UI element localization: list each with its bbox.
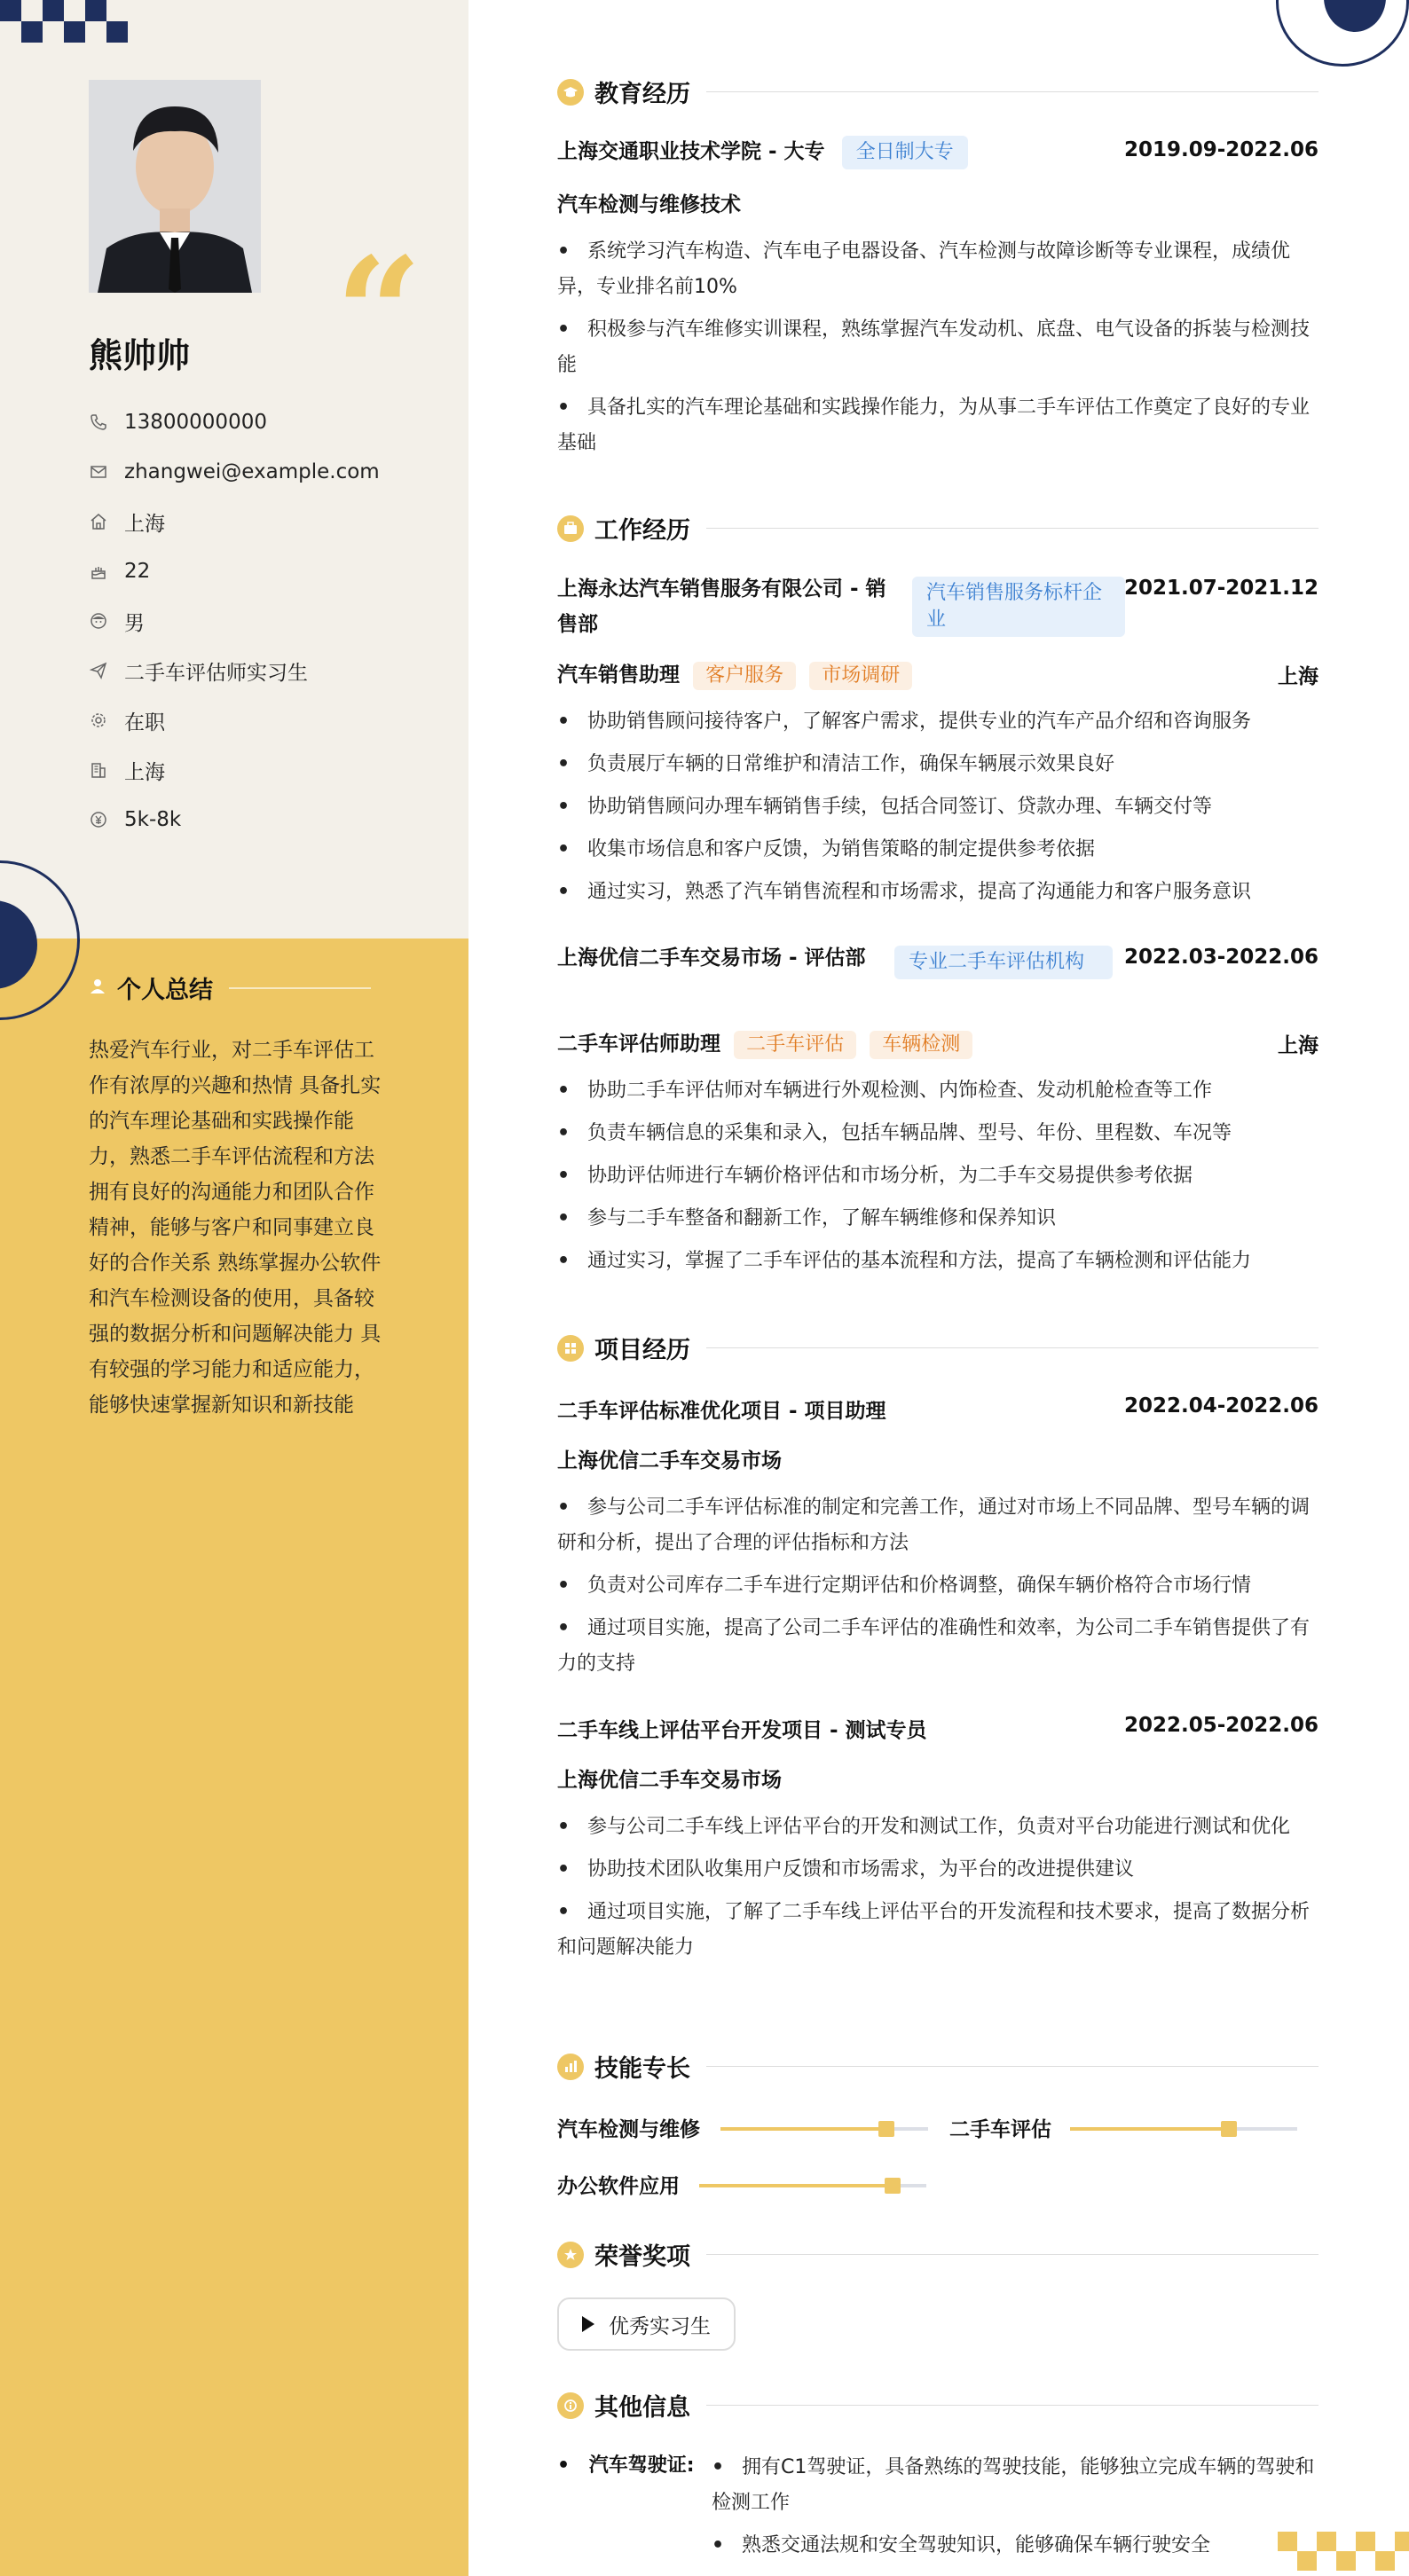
company-name: 上海优信二手车交易市场 - 评估部 [557, 946, 866, 970]
company-tag: 汽车销售服务标杆企业 [912, 577, 1125, 637]
list-item: • 参与公司二手车线上评估平台的开发和测试工作，负责对平台功能进行测试和优化 [557, 1810, 1318, 1845]
project-row [557, 1714, 1318, 1743]
info-icon [557, 2392, 584, 2419]
contact-text: 上海 [124, 760, 165, 784]
role-tag: 二手车评估 [734, 1031, 856, 1059]
section-divider [706, 1347, 1318, 1348]
project-name: 二手车评估标准优化项目 - 项目助理 [557, 1400, 886, 1423]
skill-knob [878, 2121, 894, 2137]
gender-icon [89, 611, 108, 631]
contact-gender [89, 596, 380, 646]
user-icon [89, 978, 106, 999]
contact-email [89, 447, 380, 497]
work-city: 上海 [1278, 665, 1318, 688]
home-icon [89, 512, 108, 531]
contact-city [89, 745, 380, 795]
skill-bar [1070, 2127, 1297, 2131]
section-title: 项目经历 [594, 1337, 690, 1364]
list-item: • 协助销售顾问办理车辆销售手续，包括合同签订、贷款办理、车辆交付等 [557, 789, 1318, 825]
contact-age [89, 546, 380, 596]
section-title: 教育经历 [594, 81, 690, 108]
project-bullets [557, 1490, 1318, 1689]
school-name: 上海交通职业技术学院 - 大专 [557, 140, 825, 163]
project-org: 上海优信二手车交易市场 [557, 1449, 782, 1473]
company-tag: 专业二手车评估机构 [894, 946, 1113, 979]
project-name: 二手车线上评估平台开发项目 - 测试专员 [557, 1719, 927, 1742]
list-item: • 协助二手车评估师对车辆进行外观检测、内饰检查、发动机舱检查等工作 [557, 1073, 1318, 1109]
skill-fill [699, 2184, 893, 2187]
graduation-cap-icon [557, 79, 584, 106]
bullet-mark: • [557, 2454, 571, 2477]
education-bullets [557, 234, 1318, 468]
other-bullets [712, 2450, 1318, 2571]
list-item: • 熟悉交通法规和安全驾驶知识，能够确保车辆行驶安全 [712, 2528, 1318, 2564]
checker-decoration [1278, 2532, 1409, 2576]
section-divider [706, 2405, 1318, 2406]
list-item: • 协助技术团队收集用户反馈和市场需求，为平台的改进提供建议 [557, 1852, 1318, 1888]
honor-item[interactable] [557, 2297, 736, 2351]
list-item: • 系统学习汽车构造、汽车电子电器设备、汽车检测与故障诊断等专业课程，成绩优异，专业排名前10% [557, 234, 1318, 305]
list-item: • 通过项目实施，提高了公司二手车评估的准确性和效率，为公司二手车销售提供了有力的支持 [557, 1611, 1318, 1682]
projects-heading [557, 1331, 1318, 1365]
mail-icon [89, 462, 108, 482]
status-icon [89, 711, 108, 730]
list-item: • 参与公司二手车评估标准的制定和完善工作，通过对市场上不同品牌、型号车辆的调研和分析，提出了合理的评估指标和方法 [557, 1490, 1318, 1561]
contact-text: 22 [124, 560, 151, 583]
role-tag: 车辆检测 [870, 1031, 972, 1059]
phone-icon [89, 412, 108, 432]
list-item: • 负责对公司库存二手车进行定期评估和价格调整，确保车辆价格符合市场行情 [557, 1568, 1318, 1604]
play-icon [582, 2316, 594, 2332]
role-title: 二手车评估师助理 [557, 1033, 720, 1056]
checker-decoration [0, 0, 133, 44]
list-item: • 拥有C1驾驶证，具备熟练的驾驶技能，能够独立完成车辆的驾驶和检测工作 [712, 2450, 1318, 2521]
honor-label: 优秀实习生 [609, 2314, 711, 2338]
sidebar [0, 0, 468, 2576]
list-item: • 协助销售顾问接待客户，了解客户需求，提供专业的汽车产品介绍和咨询服务 [557, 704, 1318, 740]
list-item: • 具备扎实的汽车理论基础和实践操作能力，为从事二手车评估工作奠定了良好的专业基础 [557, 390, 1318, 461]
section-divider [706, 2254, 1318, 2255]
section-title: 其他信息 [594, 2394, 690, 2422]
summary-heading [89, 970, 371, 1005]
contact-position [89, 646, 380, 695]
contact-text: 上海 [124, 512, 165, 536]
list-item: • 负责车辆信息的采集和录入，包括车辆品牌、型号、年份、里程数、车况等 [557, 1116, 1318, 1151]
contact-list [89, 397, 380, 844]
skill-bar [699, 2184, 926, 2187]
list-item: • 参与二手车整备和翻新工作，了解车辆维修和保养知识 [557, 1201, 1318, 1237]
contact-text: 5k-8k [124, 808, 182, 831]
contact-text: zhangwei@example.com [124, 460, 380, 483]
education-heading [557, 75, 1318, 109]
project-row [557, 1394, 1318, 1424]
list-item: • 积极参与汽车维修实训课程，熟练掌握汽车发动机、底盘、电气设备的拆装与检测技能 [557, 312, 1318, 383]
section-title: 技能专长 [594, 2055, 690, 2083]
project-bullets [557, 1810, 1318, 1973]
skill-knob [1221, 2121, 1237, 2137]
project-org: 上海优信二手车交易市场 [557, 1769, 782, 1792]
section-divider [706, 91, 1318, 92]
cake-icon [89, 562, 108, 581]
skill-name: 办公软件应用 [557, 2175, 680, 2198]
building-icon [89, 760, 108, 780]
list-item: • 协助评估师进行车辆价格评估和市场分析，为二手车交易提供参考依据 [557, 1158, 1318, 1194]
person-name: 熊帅帅 [89, 336, 191, 375]
work-bullets [557, 704, 1318, 917]
list-item: • 通过实习，掌握了二手车评估的基本流程和方法，提高了车辆检测和评估能力 [557, 1244, 1318, 1279]
education-tag: 全日制大专 [842, 136, 968, 169]
contact-location [89, 497, 380, 546]
contact-salary [89, 795, 380, 844]
role-tag: 市场调研 [809, 662, 912, 690]
skill-name: 汽车检测与维修 [557, 2118, 700, 2141]
quote-mark-decoration: “ [335, 224, 422, 402]
briefcase-icon [557, 515, 584, 542]
major: 汽车检测与维修技术 [557, 193, 741, 216]
skill-name: 二手车评估 [949, 2118, 1051, 2141]
project-date: 2022.04-2022.06 [1123, 1394, 1318, 1418]
section-title: 工作经历 [594, 517, 690, 545]
profile-photo [89, 80, 261, 293]
skills-heading [557, 2049, 1318, 2084]
skill-knob [885, 2178, 901, 2194]
skill-fill [720, 2127, 886, 2131]
other-label: 汽车驾驶证: [588, 2454, 695, 2477]
section-divider [706, 528, 1318, 529]
role-title: 汽车销售助理 [557, 664, 680, 687]
list-item: • 收集市场信息和客户反馈，为销售策略的制定提供参考依据 [557, 832, 1318, 868]
contact-text: 二手车评估师实习生 [124, 661, 308, 685]
contact-text: 男 [124, 611, 145, 635]
skill-fill [1070, 2127, 1229, 2131]
summary-text: 热爱汽车行业，对二手车评估工作有浓厚的兴趣和热情 具备扎实的汽车理论基础和实践操作能力，熟悉二手车评估流程和方法 拥有良好的沟通能力和团队合作精神，能够与客户和同事建立良好的合作关系 熟练掌握办公软件和汽车检测设备的使用，具备较强的数据分析和问题解决能力 具有较强的学习能力和适应能力，能够快速掌握新知识和新技能 [89, 1039, 382, 1417]
other-heading [557, 2388, 1318, 2423]
skill-bar [720, 2127, 928, 2131]
contact-text: 13800000000 [124, 411, 267, 434]
summary-title: 个人总结 [117, 977, 213, 1004]
company-name: 上海永达汽车销售服务有限公司 - 销售部 [557, 577, 886, 636]
list-item: • 通过项目实施，了解了二手车线上评估平台的开发流程和技术要求，提高了数据分析和问题解决能力 [557, 1895, 1318, 1966]
list-item: • 通过实习，熟悉了汽车销售流程和市场需求，提高了沟通能力和客户服务意识 [557, 875, 1318, 910]
chart-icon [557, 2054, 584, 2080]
contact-phone [89, 397, 380, 447]
work-date: 2021.07-2021.12 [1123, 577, 1318, 600]
salary-icon [89, 810, 108, 829]
honors-heading [557, 2237, 1318, 2272]
role-tag: 客户服务 [693, 662, 796, 690]
work-city: 上海 [1278, 1034, 1318, 1057]
other-label-row [557, 2450, 695, 2478]
contact-status [89, 695, 380, 745]
role-row [557, 658, 1318, 690]
send-icon [89, 661, 108, 680]
medal-icon [557, 2242, 584, 2268]
summary-divider [229, 987, 371, 989]
education-date: 2019.09-2022.06 [1123, 138, 1318, 161]
work-date: 2022.03-2022.06 [1123, 946, 1318, 969]
section-divider [706, 2066, 1318, 2067]
grid-icon [557, 1335, 584, 1362]
role-row [557, 1027, 1318, 1059]
work-heading [557, 511, 1318, 546]
project-date: 2022.05-2022.06 [1123, 1714, 1318, 1737]
section-title: 荣誉奖项 [594, 2243, 690, 2271]
contact-text: 在职 [124, 711, 165, 734]
list-item: • 负责展厅车辆的日常维护和清洁工作，确保车辆展示效果良好 [557, 747, 1318, 782]
education-row [557, 135, 1318, 170]
work-bullets [557, 1073, 1318, 1286]
